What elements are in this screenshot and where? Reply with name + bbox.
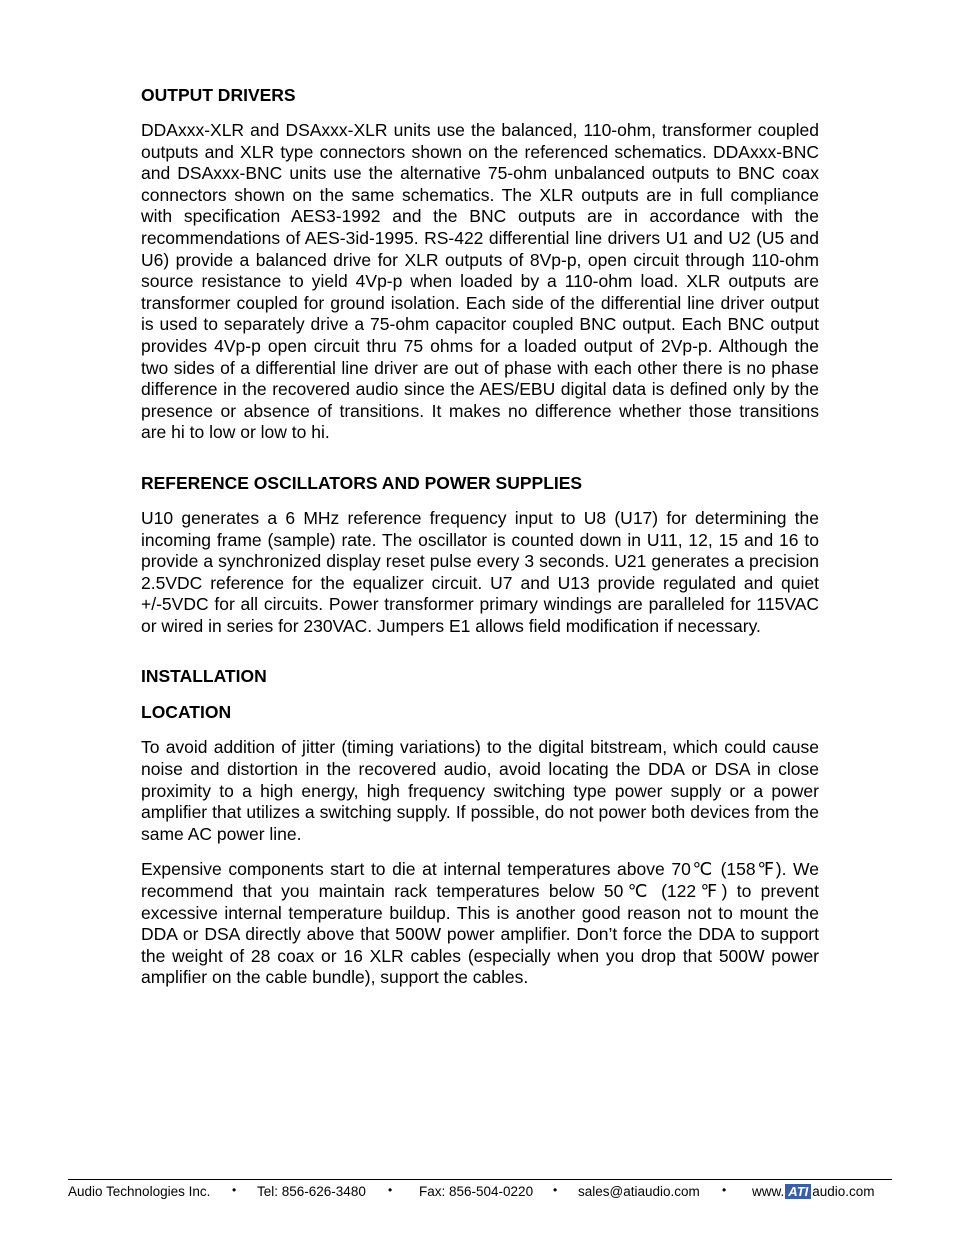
footer-fax: Fax: 856-504-0220 bbox=[419, 1184, 534, 1199]
ati-logo-icon: ATI bbox=[785, 1184, 811, 1199]
heading-output-drivers: OUTPUT DRIVERS bbox=[141, 85, 296, 105]
footer-bullet: • bbox=[553, 1183, 558, 1197]
footer-bullet: • bbox=[388, 1183, 393, 1197]
paragraph-location-2: Expensive components start to die at internal temperatures above 70℃ (158℉). We recommend that you maintain rack temperatures below 50℃ (122℉) to prevent excessive internal temperature buildup. This is another good reason not to mount the DDA or DSA directly above that 500W power amplifier. Don’t force the DDA to support the weight of 28 coax or 16 XLR cables (especially when you drop that 500W power amplifier on the cable bundle), support the cables. bbox=[141, 859, 819, 988]
website-suffix: audio.com bbox=[812, 1184, 875, 1199]
website-prefix: www. bbox=[752, 1184, 785, 1199]
footer-email: sales@atiaudio.com bbox=[578, 1184, 700, 1199]
footer-website[interactable] bbox=[752, 1184, 875, 1199]
footer-tel: Tel: 856-626-3480 bbox=[257, 1184, 366, 1199]
heading-location: LOCATION bbox=[141, 702, 232, 723]
footer-bullet: • bbox=[232, 1183, 237, 1197]
paragraph-location-1: To avoid addition of jitter (timing variations) to the digital bitstream, which could cause noise and distortion in the recovered audio, avoid locating the DDA or DSA in close proximity to a high energy, high frequency switching type power supply or a power amplifier that utilizes a switching supply. If possible, do not power both devices from the same AC power line. bbox=[141, 737, 819, 844]
footer-company: Audio Technologies Inc. bbox=[68, 1184, 211, 1199]
page-content bbox=[141, 84, 819, 989]
heading-reference-oscillators: REFERENCE OSCILLATORS AND POWER SUPPLIES bbox=[141, 472, 583, 493]
footer-bullet: • bbox=[722, 1183, 727, 1197]
paragraph-reference-oscillators: U10 generates a 6 MHz reference frequency input to U8 (U17) for determining the incoming frame (sample) rate. The oscillator is counted down in U11, 12, 15 and 16 to provide a synchronized display reset pulse every 3 seconds. U21 generates a precision 2.5VDC reference for the equalizer circuit. U7 and U13 provide regulated and quiet +/-5VDC for all circuits. Power transformer primary windings are paralleled for 115VAC or wired in series for 230VAC. Jumpers E1 allows field modification if necessary. bbox=[141, 507, 819, 636]
heading-installation: INSTALLATION bbox=[141, 666, 267, 687]
paragraph-output-drivers: DDAxxx-XLR and DSAxxx-XLR units use the balanced, 110-ohm, transformer coupled outputs and XLR type connectors shown on the referenced schematics. DDAxxx-BNC and DSAxxx-BNC units use the alternative 75-ohm unbalanced outputs to BNC coax connectors shown on the same schematics. The XLR outputs are in full compliance with specification AES3-1992 and the BNC outputs are in accordance with the recommendations of AES-3id-1995. RS-422 differential line drivers U1 and U2 (U5 and U6) provide a balanced drive for XLR outputs of 8Vp-p, open circuit through 110-ohm source resistance to yield 4Vp-p when loaded by a 110-ohm load. XLR outputs are transformer coupled for ground isolation. Each side of the differential line driver output is used to separately drive a 75-ohm capacitor coupled BNC output. Each BNC output provides 4Vp-p open circuit thru 75 ohms for a loaded output of 2Vp-p. Although the two sides of a differential line driver are out of phase with each other there is no phase difference in the recovered audio since the AES/EBU digital data is defined only by the presence or absence of transitions. It makes no difference whether those transitions are hi to low or low to hi. bbox=[141, 120, 819, 443]
page-footer bbox=[68, 1179, 892, 1206]
